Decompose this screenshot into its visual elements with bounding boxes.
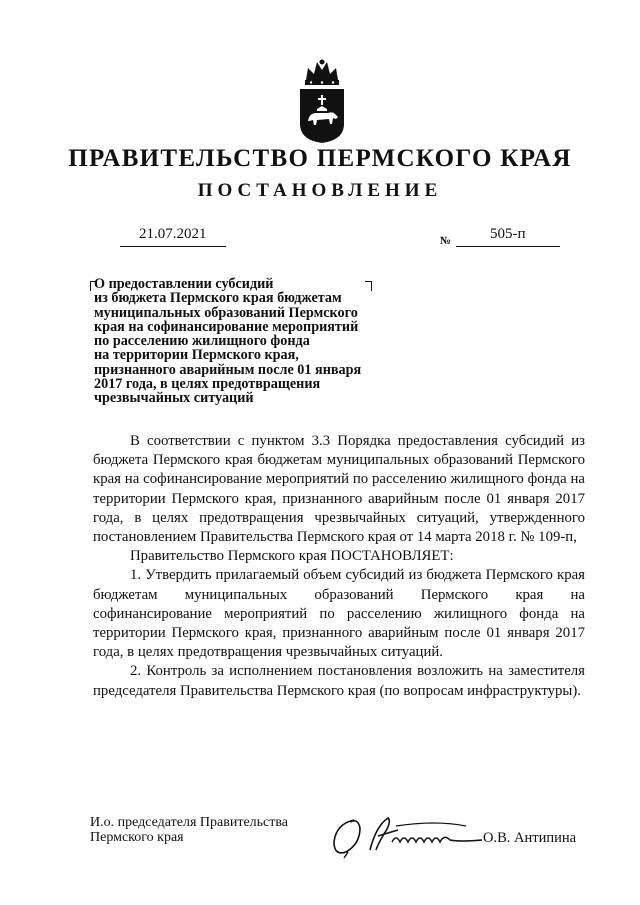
subject-line: на территории Пермского края, xyxy=(94,347,299,364)
subject-line: из бюджета Пермского края бюджетам xyxy=(94,290,342,307)
subject-line: чрезвычайных ситуаций xyxy=(94,390,254,407)
document-number: 505-п xyxy=(490,226,526,242)
subject-line: 2017 года, в целях предотвращения xyxy=(94,376,321,393)
document-subject xyxy=(94,277,394,406)
subject-line: по расселению жилищного фонда xyxy=(94,333,310,350)
body-paragraph-resolves: Правительство Пермского края ПОСТАНОВЛЯЕТ: xyxy=(130,548,454,565)
document-type-heading: ПОСТАНОВЛЕНИЕ xyxy=(197,180,443,201)
body-paragraph-item-1: 1. Утвердить прилагаемый объем субсидий из бюджета Пермского края бюджетам муниципальных образований Пермского края на софинансирование мероприятий по расселению жилищного фонда на территории Пермского края, признанного аварийным после 01 января 2017 года, в целях предотвращения чрезвычайных ситуаций. xyxy=(93,567,585,661)
signer-position-line: Пермского края xyxy=(90,829,184,845)
body-paragraph-item-2: 2. Контроль за исполнением постановления возложить на заместителя председателя Правительства Пермского края (по вопросам инфраструктуры). xyxy=(93,663,585,699)
signer-position-line: И.о. председателя Правительства xyxy=(90,815,289,830)
subject-line: края на софинансирование мероприятий xyxy=(94,318,359,335)
number-underline xyxy=(456,246,560,247)
body-paragraph-preamble: В соответствии с пунктом 3.3 Порядка предоставления субсидий из бюджета Пермского края бюджетам муниципальных образований Пермского края на софинансирование мероприятий по расселению жилищного фонда на территории Пермского края, признанного аварийным после 01 января 2017 года, в целях предотвращения чрезвычайных ситуаций, утвержденного постановлением Правительства Пермского края от 14 марта 2018 г. № 109-п, xyxy=(93,433,585,546)
signer-position xyxy=(90,816,330,845)
subject-line: О предоставлении субсидий xyxy=(94,276,274,292)
number-sign: № xyxy=(440,235,452,247)
perm-krai-coat-of-arms-icon xyxy=(297,58,347,144)
organization-title: ПРАВИТЕЛЬСТВО ПЕРМСКОГО КРАЯ xyxy=(68,145,572,172)
document-date: 21.07.2021 xyxy=(139,226,207,242)
handwritten-signature xyxy=(326,812,486,860)
document-body xyxy=(93,432,585,701)
date-underline xyxy=(120,246,226,247)
subject-line: муниципальных образований Пермского xyxy=(94,304,358,321)
subject-line: признанного аварийным после 01 января xyxy=(94,361,362,378)
signer-name: О.В. Антипина xyxy=(483,830,577,846)
